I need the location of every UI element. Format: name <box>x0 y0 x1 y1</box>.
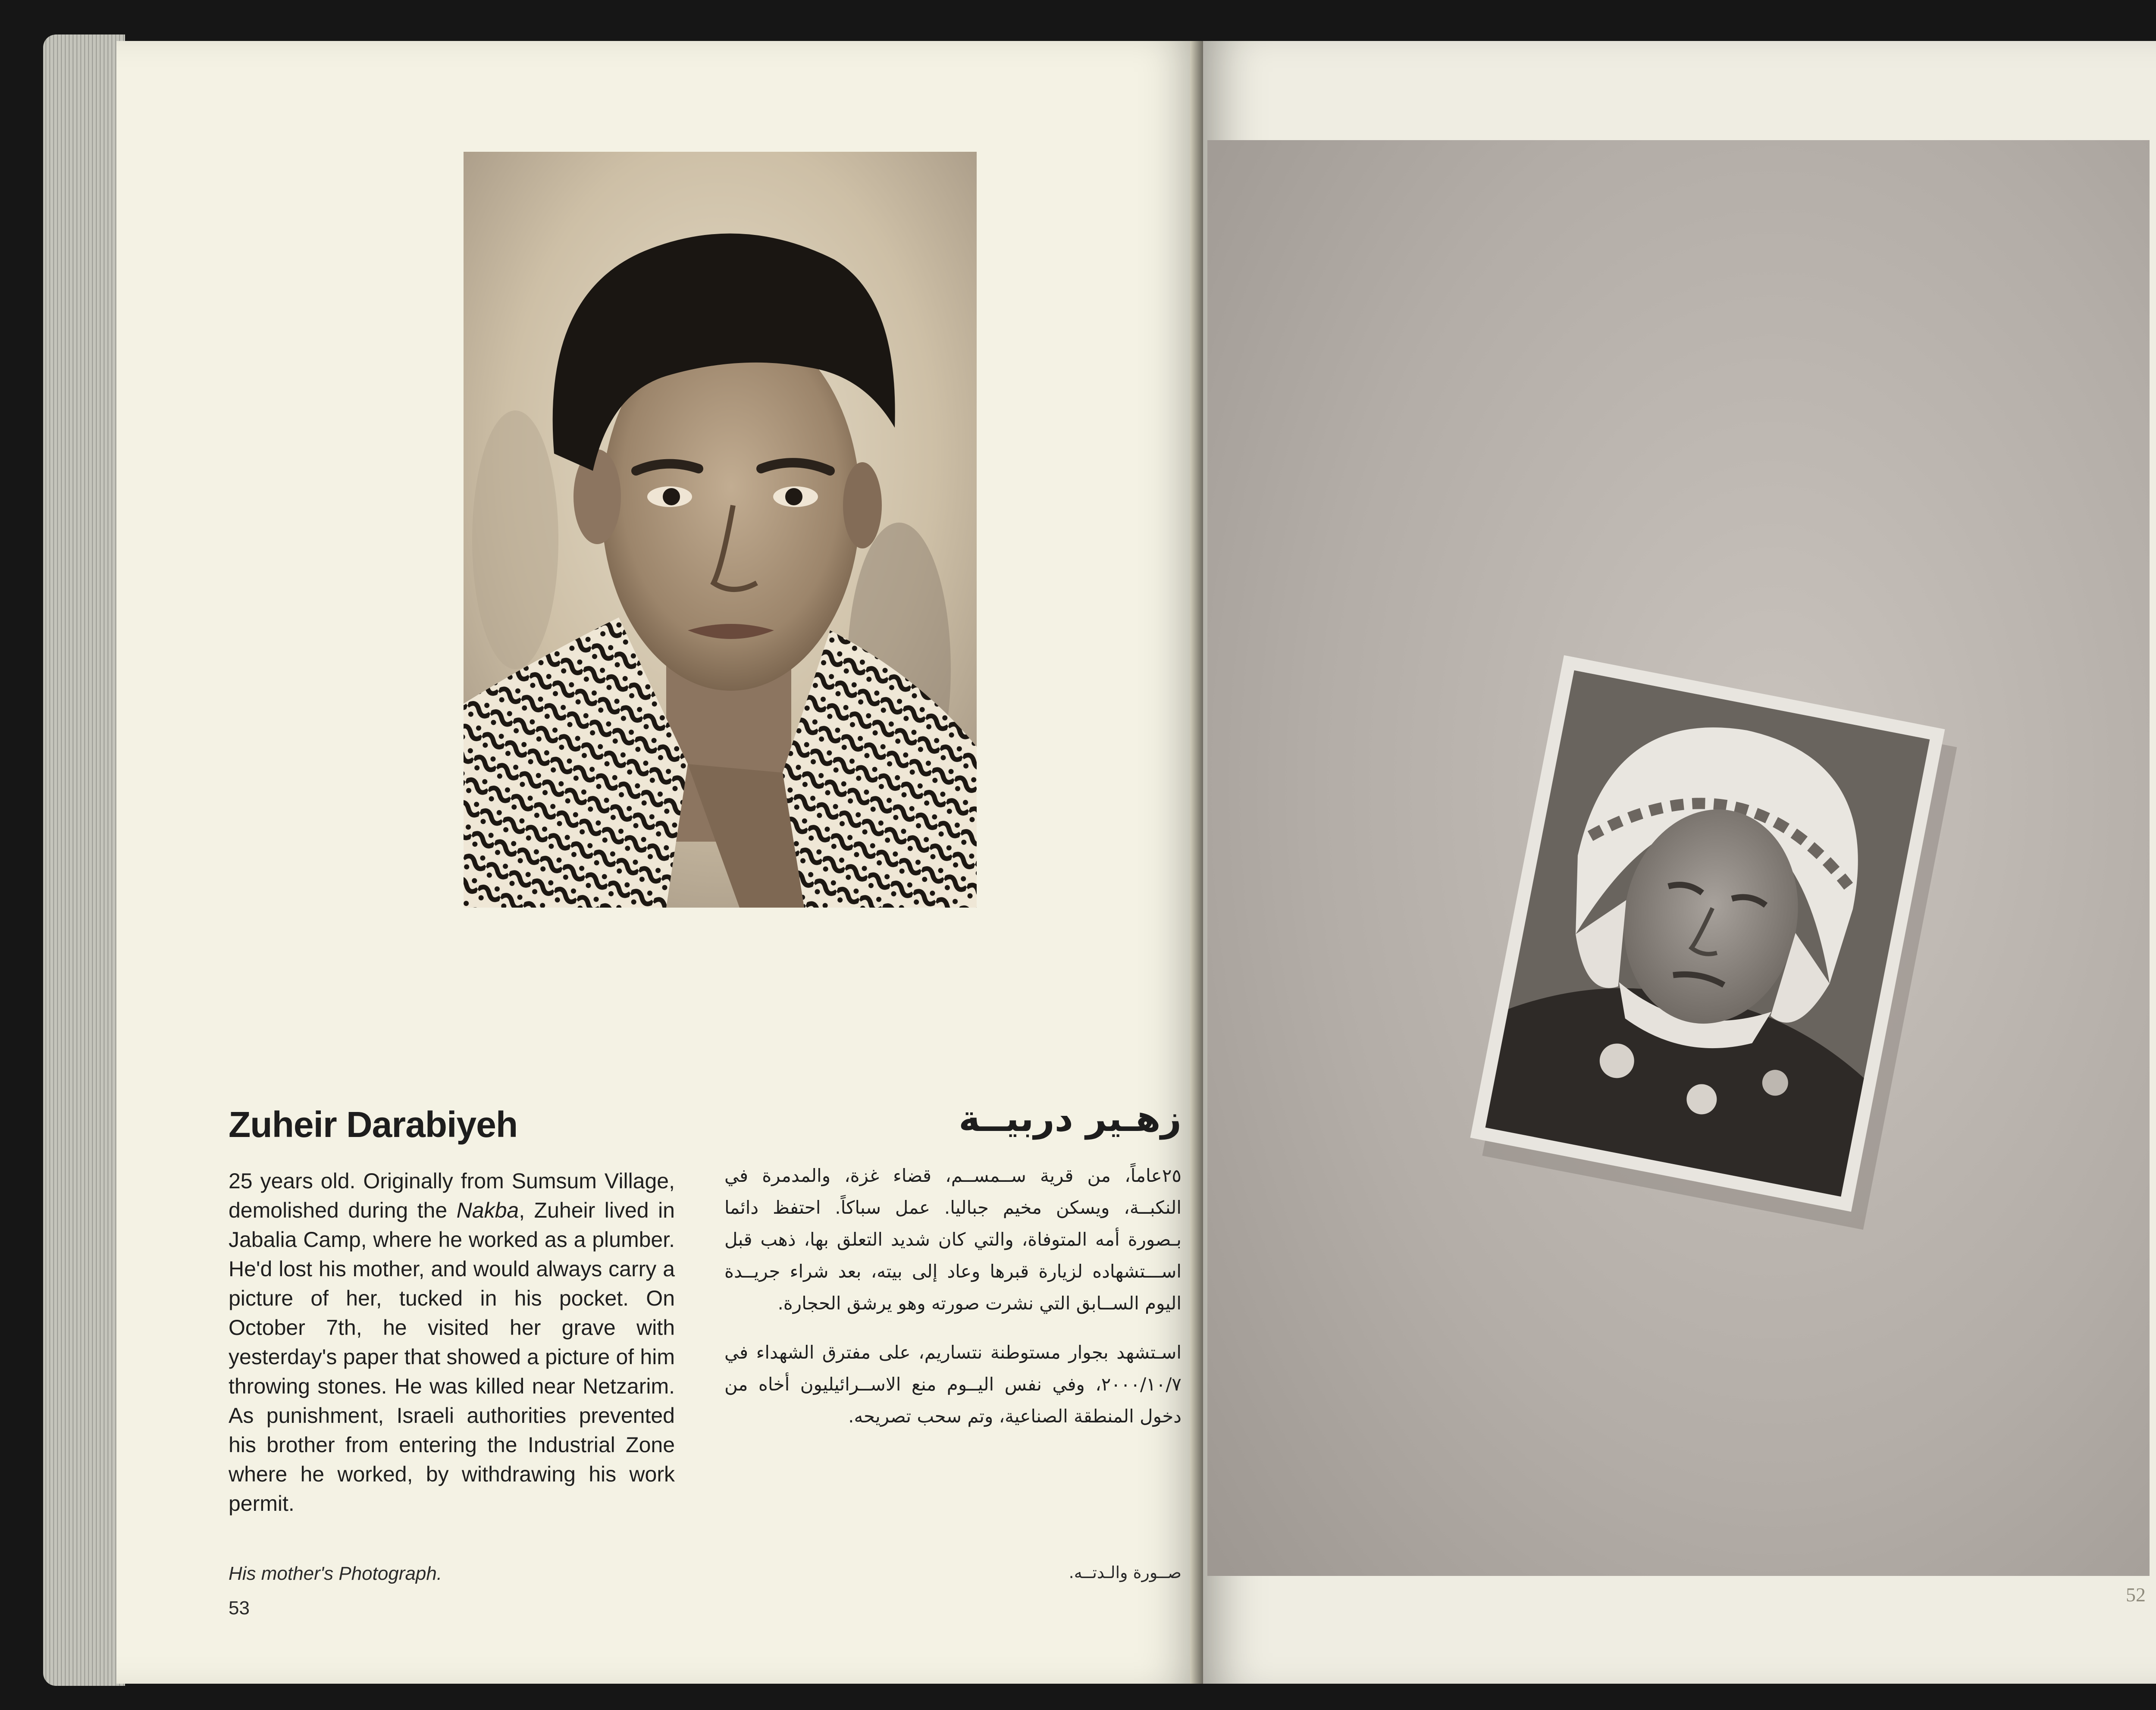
bio-ar-paragraph-1: ٢٥عاماً، من قرية ســمســم، قضاء غزة، والمدمرة في النكبــة، ويسكن مخيم جباليا. عمل سباكاً. احتفظ دائما بـصورة أمه المتوفاة، والتي كان شديد التعلق بها، ذهب قبل اســـتشهاده لزيارة قبرها وعاد إلى بيته، بعد شراء جريــدة اليوم الســابق التي نشرت صورته وهو يرشق الحجارة. <box>724 1165 1181 1314</box>
biography-english <box>229 1166 675 1518</box>
bio-en-part1: 25 years old. Originally from Sumsum Village, demolished during the <box>229 1169 675 1222</box>
person-name-english: Zuheir Darabiyeh <box>229 1104 518 1145</box>
photo-caption-english: His mother's Photograph. <box>229 1563 442 1584</box>
person-name-arabic: زهـير دربيــة <box>959 1097 1181 1140</box>
page-number-left: 53 <box>229 1597 250 1619</box>
photo-of-mothers-photograph <box>1207 140 2150 1576</box>
photo-caption-arabic: صــورة والـدتــه. <box>1069 1563 1181 1582</box>
bio-en-nakba: Nakba <box>456 1198 519 1222</box>
bio-ar-paragraph-2: اسـتشهد بجوار مستوطنة نتساريم، على مفترق الشهداء في ٢٠٠٠/١٠/٧، وفي نفس اليــوم منع الاســرائيليون أخاه من دخول المنطقة الصناعية، وتم سحب تصريحه. <box>724 1342 1181 1427</box>
biography-arabic <box>724 1160 1181 1450</box>
page-edges-left <box>43 34 125 1686</box>
page-number-right: 52 <box>2126 1584 2146 1606</box>
portrait-photo-young-man <box>464 152 977 908</box>
bio-en-part2: , Zuheir lived in Jabalia Camp, where he worked as a plumber. He'd lost his mother, and would always carry a picture of her, tucked in his pocket. On October 7th, he visited her grave with yesterday's paper that showed a picture of him throwing stones. He was killed near Netzarim. As punishment, Israeli authorities prevented his brother from entering the Industrial Zone where he worked, by withdrawing his work permit. <box>229 1198 675 1516</box>
